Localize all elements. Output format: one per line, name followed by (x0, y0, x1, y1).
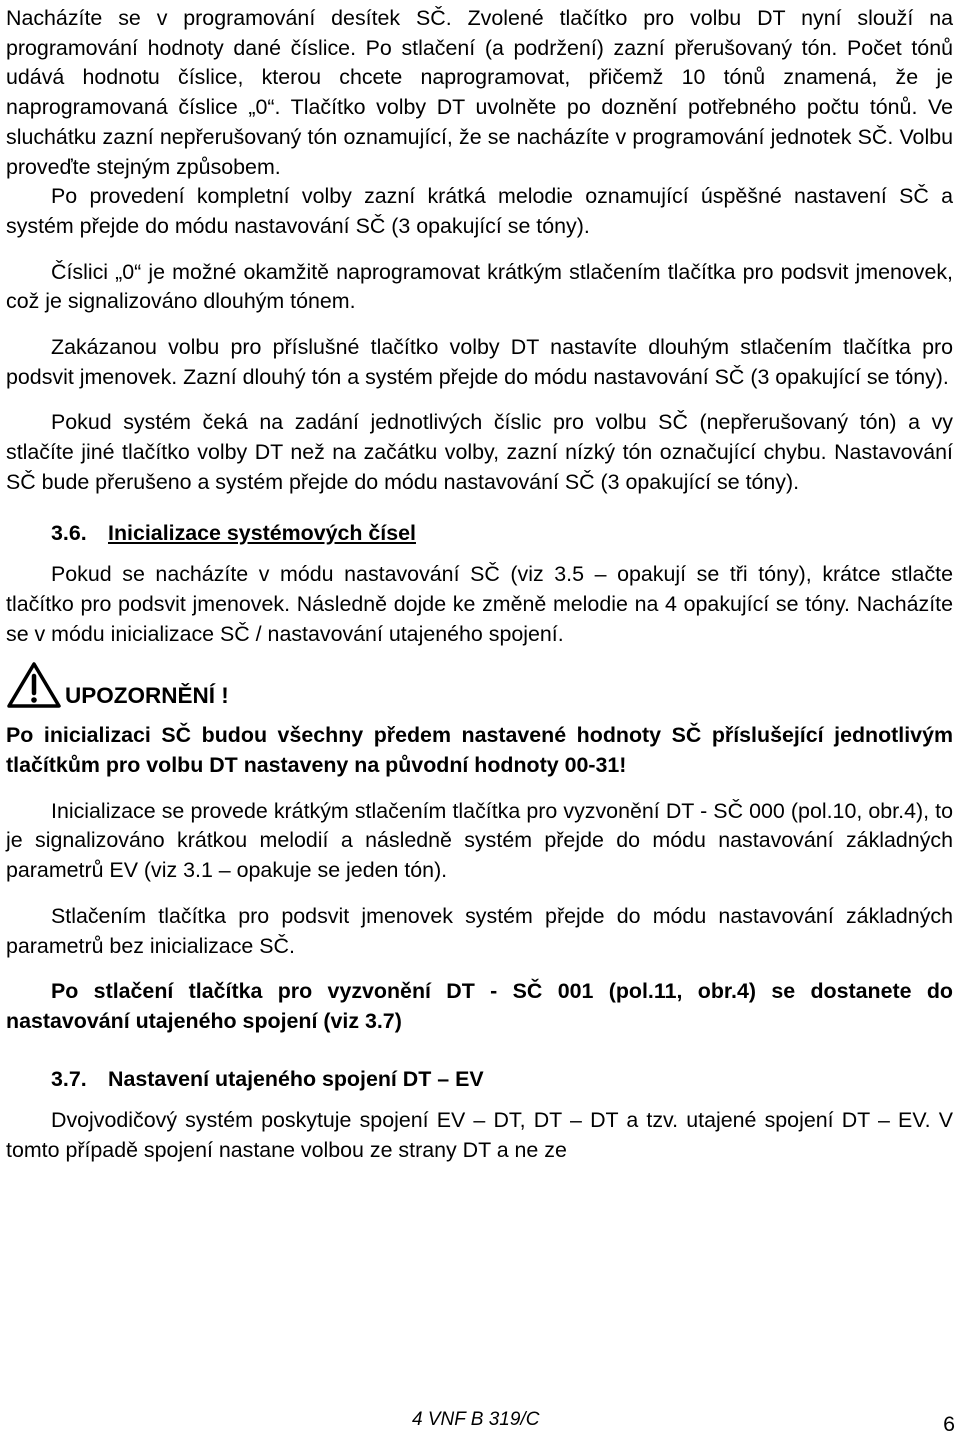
section-title: Nastavení utajeného spojení DT – EV (108, 1066, 484, 1091)
page-footer (0, 1407, 960, 1437)
paragraph-secret-connection-entry: Po stlačení tlačítka pro vyzvonění DT - SČ 001 (pol.11, obr.4) se dostanete do nastavování utajeného spojení (viz 3.7) (6, 979, 953, 1033)
page-number: 6 (943, 1412, 955, 1436)
document-code: 4 VNF B 319/C (412, 1409, 540, 1430)
section-number: 3.6. (51, 520, 87, 545)
paragraph-two-wire-system: Dvojvodičový systém poskytuje spojení EV – DT, DT – DT a tzv. utajené spojení DT – EV. V tomto případě spojení nastane volbou ze strany DT a ne ze (6, 1108, 953, 1163)
section-heading-3-6 (6, 519, 953, 549)
paragraph-init-mode: Pokud se nacházíte v módu nastavování SČ (viz 3.5 – opakují se tři tóny), krátce stlačte tlačítko pro podsvit jmenovek. Následně dojde ke změně melodie na 4 opakující se tóny. Nacházíte se v módu inicializace SČ / nastavování utajeného spojení. (6, 562, 953, 646)
section-title: Inicializace systémových čísel (108, 520, 416, 545)
paragraph-programming-tens: Nacházíte se v programování desítek SČ. Zvolené tlačítko pro volbu DT nyní slouží na programování hodnoty dané číslice. Po stlačení (a podržení) zazní přerušovaný tón. Počet tónů udává hodnotu číslice, kterou chcete naprogramovat, přičemž 10 tónů znamená, že je naprogramovaná číslice „0“. Tlačítko volby DT uvolněte po doznění potřebného počtu tónů. Ve sluchátku zazní nepřerušovaný tón oznamující, že se nacházíte v programování jednotek SČ. Volbu proveďte stejným způsobem. (6, 6, 953, 179)
paragraph-forbidden-dial: Zakázanou volbu pro příslušné tlačítko volby DT nastavíte dlouhým stlačením tlačítka pro podsvit jmenovek. Zazní dlouhý tón a systém přejde do módu nastavování SČ (3 opakující se tóny). (6, 335, 953, 389)
warning-block (6, 659, 953, 709)
paragraph-init-procedure: Inicializace se provede krátkým stlačením tlačítka pro vyzvonění DT - SČ 000 (pol.10, obr.4), to je signalizováno krátkou melodií a následně systém přejde do módu nastavování základných parametrů EV (viz 3.1 – opakuje se jeden tón). (6, 798, 953, 883)
paragraph-complete-dial: Po provedení kompletní volby zazní krátká melodie oznamující úspěšné nastavení SČ a systém přejde do módu nastavování SČ (3 opakující se tóny). (6, 184, 953, 238)
paragraph-warning-text: Po inicializaci SČ budou všechny předem nastavené hodnoty SČ příslušející jednotlivým tlačítkům pro volbu DT nastaveny na původní hodnoty 00-31! (6, 723, 953, 778)
warning-triangle-icon (6, 661, 62, 709)
paragraph-digit-zero: Číslici „0“ je možné okamžitě naprogramovat krátkým stlačením tlačítka pro podsvit jmenovek, což je signalizováno dlouhým tónem. (6, 259, 953, 314)
paragraph-without-init: Stlačením tlačítka pro podsvit jmenovek systém přejde do módu nastavování základných parametrů bez inicializace SČ. (6, 903, 953, 958)
paragraph-error-tone: Pokud systém čeká na zadání jednotlivých číslic pro volbu SČ (nepřerušovaný tón) a vy stlačíte jiné tlačítko volby DT než na začátku volby, zazní nízký tón označující chybu. Nastavování SČ bude přerušeno a systém přejde do módu nastavování SČ (3 opakující se tóny). (6, 410, 953, 494)
section-number: 3.7. (51, 1066, 87, 1091)
warning-label: UPOZORNĚNÍ ! (65, 683, 229, 709)
section-heading-3-7 (6, 1065, 953, 1095)
